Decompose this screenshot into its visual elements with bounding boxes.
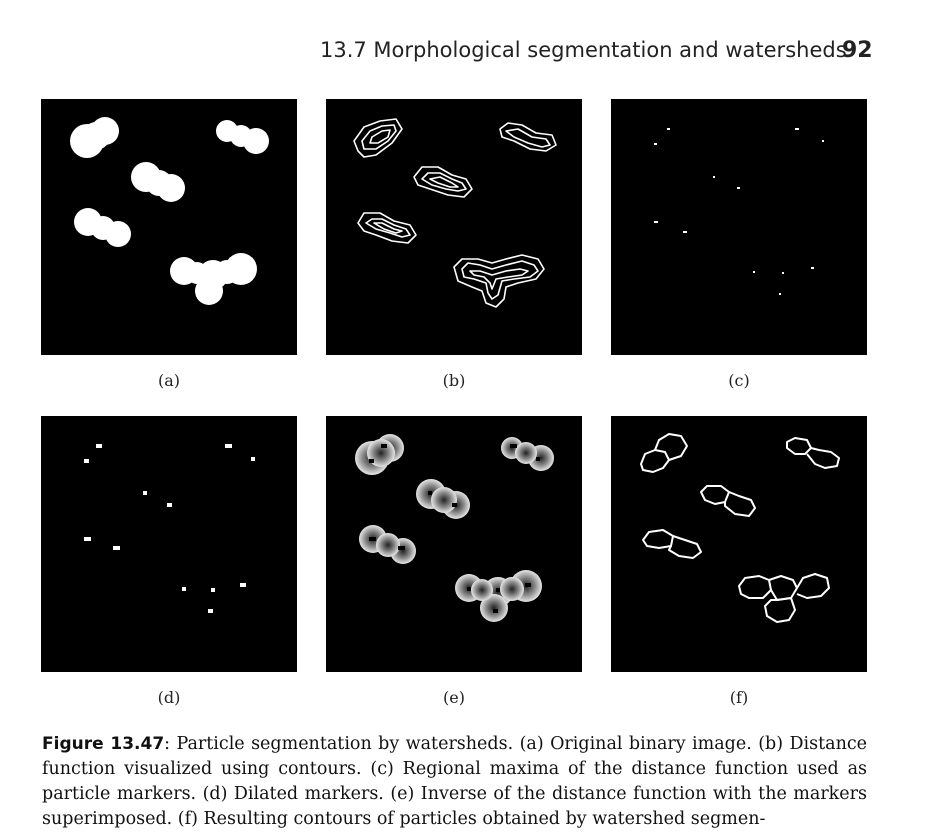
figure-panel-f <box>611 416 867 672</box>
running-header-section: 13.7 Morphological segmentation and watersheds <box>320 38 847 62</box>
panel-label-a: (a) <box>157 371 181 390</box>
figure-panel-b <box>326 99 582 355</box>
figure-panel-c <box>611 99 867 355</box>
caption-text: : Particle segmentation by watersheds. (a) Original binary image. (b) Distance function visualized using contours. (c) Regional maxima of the distance function used as particle markers. (d) Dilated markers. (e) Inverse of the distance function with the markers superimposed. (f) Resulting contours of particles obtained by watershed segmen- <box>42 734 867 829</box>
panel-label-e: (e) <box>443 688 465 707</box>
figure-label: Figure 13.47 <box>42 734 165 754</box>
figure-panel-d <box>41 416 297 672</box>
panel-label-c: (c) <box>728 371 750 390</box>
figure-caption <box>42 732 867 832</box>
panel-label-f: (f) <box>729 688 749 707</box>
figure-panel-e <box>326 416 582 672</box>
figure-panel-a <box>41 99 297 355</box>
page-number: 92 <box>842 38 873 63</box>
panel-label-d: (d) <box>157 688 181 707</box>
panel-label-b: (b) <box>442 371 466 390</box>
